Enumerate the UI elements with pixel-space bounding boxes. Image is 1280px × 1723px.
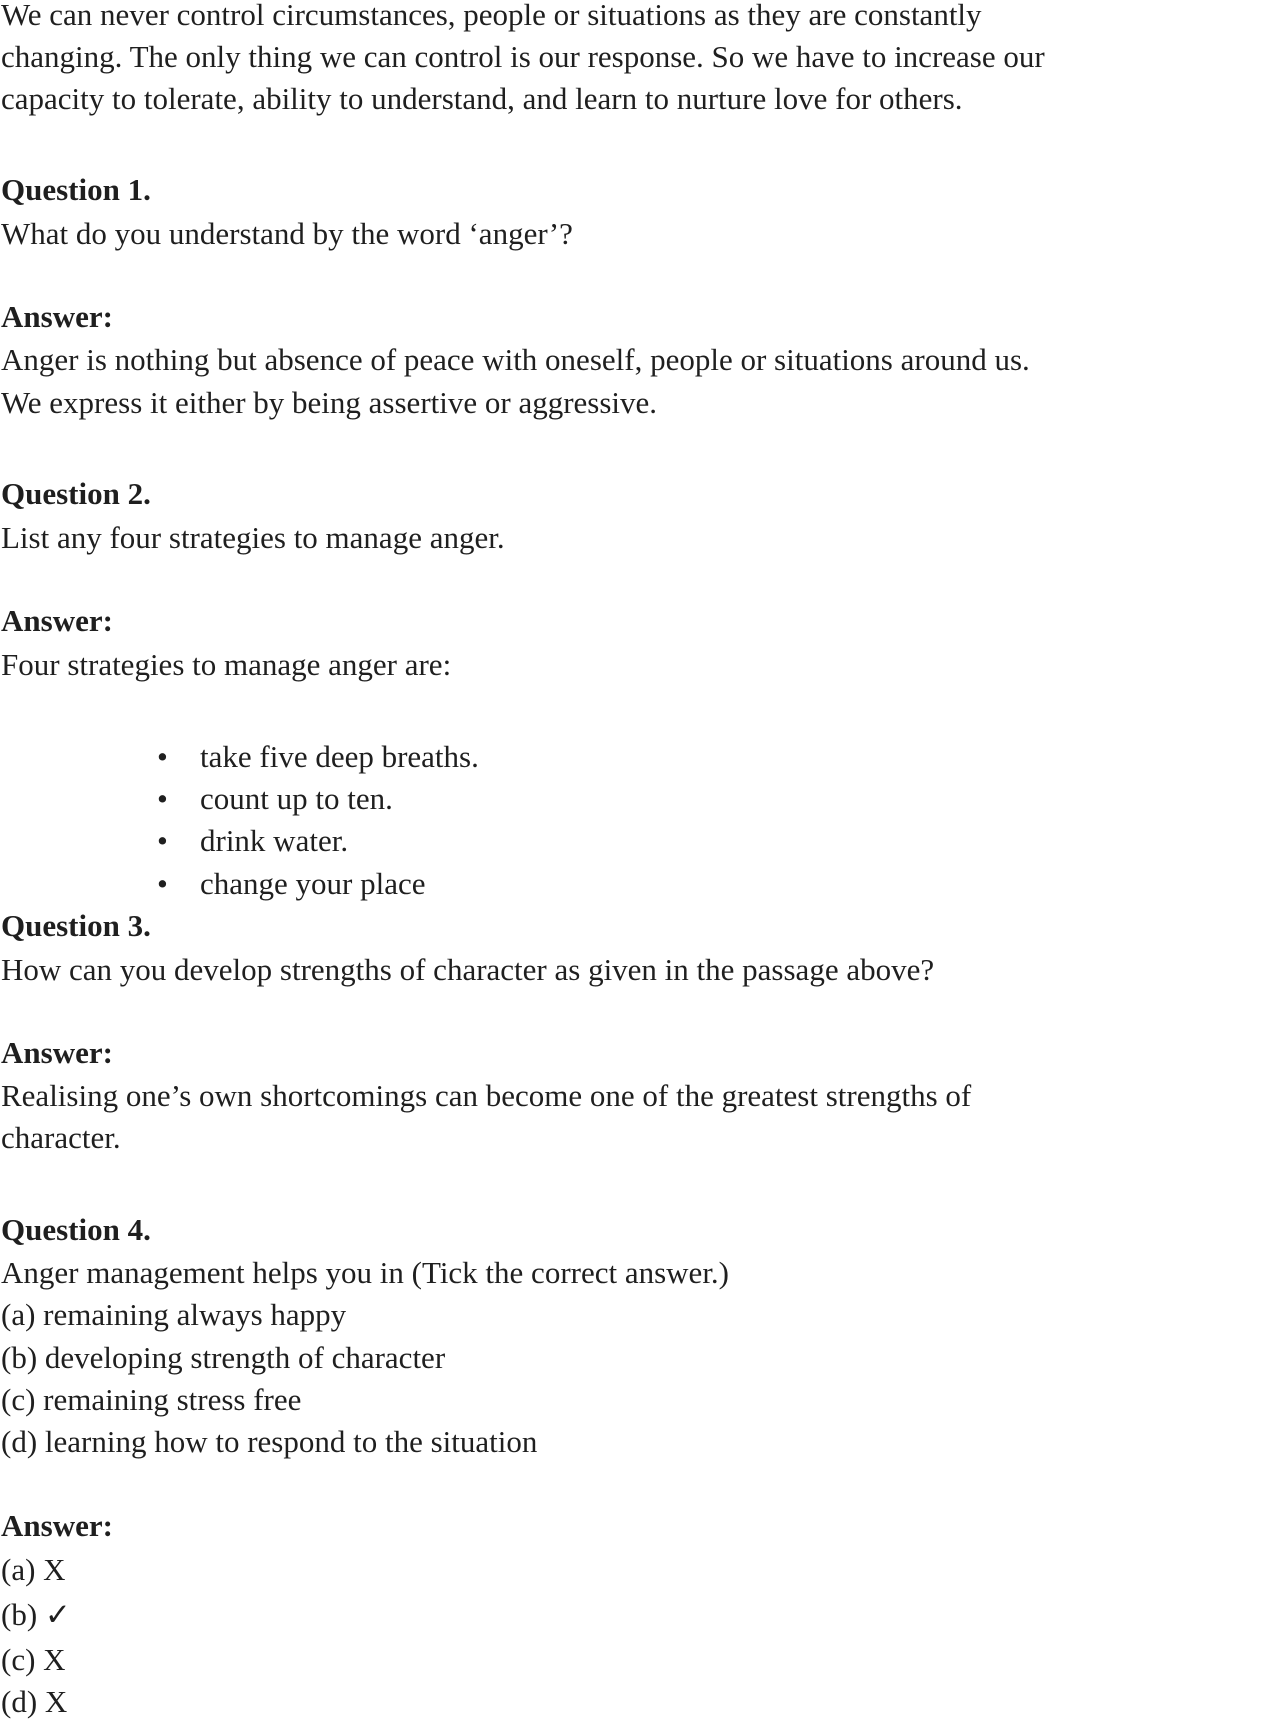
list-item: take five deep breaths. bbox=[200, 739, 479, 774]
answer-heading: Answer: bbox=[1, 603, 113, 638]
answer-line: character. bbox=[1, 1120, 121, 1155]
answer-line: Realising one’s own shortcomings can become one of the greatest strengths of bbox=[1, 1078, 972, 1113]
question-heading: Question 2. bbox=[1, 476, 151, 511]
question-text: List any four strategies to manage anger. bbox=[1, 520, 505, 555]
answer-line: Anger is nothing but absence of peace with oneself, people or situations around us. bbox=[1, 342, 1030, 377]
question-text: What do you understand by the word ‘anger’? bbox=[1, 216, 573, 251]
question-text: How can you develop strengths of character as given in the passage above? bbox=[1, 952, 935, 987]
intro-line: changing. The only thing we can control is our response. So we have to increase our bbox=[1, 39, 1045, 74]
answer-option: (a) X bbox=[1, 1552, 66, 1587]
option: (a) remaining always happy bbox=[1, 1297, 347, 1332]
bullet-icon: • bbox=[157, 866, 168, 901]
answer-option: (d) X bbox=[1, 1684, 68, 1719]
bullet-icon: • bbox=[157, 739, 168, 774]
option: (b) developing strength of character bbox=[1, 1340, 446, 1375]
intro-line: We can never control circumstances, people or situations as they are constantly bbox=[1, 0, 982, 32]
answer-heading: Answer: bbox=[1, 1035, 113, 1070]
option: (d) learning how to respond to the situation bbox=[1, 1424, 538, 1459]
question-heading: Question 1. bbox=[1, 172, 151, 207]
answer-line: Four strategies to manage anger are: bbox=[1, 647, 452, 682]
list-item: change your place bbox=[200, 866, 426, 901]
list-item: count up to ten. bbox=[200, 781, 393, 816]
question-text: Anger management helps you in (Tick the correct answer.) bbox=[1, 1255, 730, 1290]
answer-line: We express it either by being assertive or aggressive. bbox=[1, 385, 658, 420]
answer-option: (c) X bbox=[1, 1642, 66, 1677]
question-heading: Question 4. bbox=[1, 1212, 151, 1247]
bullet-icon: • bbox=[157, 781, 168, 816]
answer-option: (b) ✓ bbox=[1, 1597, 71, 1632]
answer-heading: Answer: bbox=[1, 299, 113, 334]
list-item: drink water. bbox=[200, 823, 349, 858]
question-heading: Question 3. bbox=[1, 908, 151, 943]
intro-line: capacity to tolerate, ability to understand, and learn to nurture love for others. bbox=[1, 81, 963, 116]
bullet-icon: • bbox=[157, 823, 168, 858]
answer-heading: Answer: bbox=[1, 1508, 113, 1543]
option: (c) remaining stress free bbox=[1, 1382, 302, 1417]
